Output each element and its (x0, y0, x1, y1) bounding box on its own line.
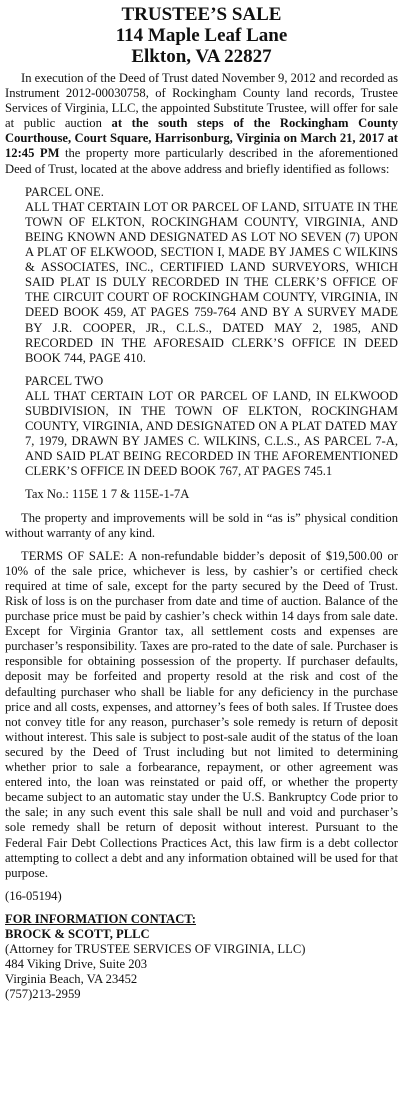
contact-role: (Attorney for TRUSTEE SERVICES OF VIRGINIA, LLC) (5, 942, 306, 957)
intro-text-end: the property more particularly described in the aforementioned Deed of Trust, located at the above address and briefly identified as follows: (5, 146, 399, 176)
sale-location-and-time: at the south steps of the Rockingham County Courthouse, Court Square, Harrisonburg, Virginia on March 21, 2017 at 12:45 PM (5, 116, 398, 161)
parcel-two-heading: PARCEL TWO (25, 373, 104, 388)
contact-firm: BROCK & SCOTT, PLLC (5, 926, 150, 941)
contact-city: Virginia Beach, VA 23452 (5, 972, 138, 987)
contact-block (5, 912, 398, 1003)
contact-street: 484 Viking Drive, Suite 203 (5, 957, 148, 972)
tax-number: Tax No.: 115E 1 7 & 115E-1-7A (25, 487, 190, 502)
parcel-one-description: ALL THAT CERTAIN LOT OR PARCEL OF LAND, SITUATE IN THE TOWN OF ELKTON, ROCKINGHAM COUNTY, VIRGINIA, AND BEING KNOWN AND DESIGNATED AS LOT NO SEVEN (7) UPON A PLAT OF ELKWOOD, SECTION I, MADE BY JAMES C WILKINS & ASSOCIATES, INC., CERTIFIED LAND SURVEYORS, WHICH SAID PLAT IS DULY RECORDED IN THE CLERK’S OFFICE OF THE CIRCUIT COURT OF ROCKINGHAM COUNTY, VIRGINIA, IN DEED BOOK 459, AT PAGES 759-764 AND BY A SURVEY MADE BY J.R. COOPER, JR., C.L.S., DATED MAY 2, 1985, AND RECORDED IN THE AFORESAID CLERK’S OFFICE IN DEED BOOK 744, PAGE 410. (25, 199, 398, 365)
intro-text: In execution of the Deed of Trust dated November 9, 2012 and recorded as Instrument 2012-00030758, of Rockingham County land records, Trustee Services of Virginia, LLC, the appointed Substitute Trustee, will offer for sale at public auction (5, 71, 399, 131)
contact-phone: (757)213-2959 (5, 987, 81, 1002)
property-street: 114 Maple Leaf Lane (115, 25, 288, 46)
intro-paragraph (5, 71, 398, 177)
parcel-one-heading: PARCEL ONE. (25, 184, 104, 199)
notice-headline (5, 4, 398, 67)
terms-of-sale-paragraph: TERMS OF SALE: A non-refundable bidder’s deposit of $19,500.00 or 10% of the sale price, whichever is less, by cashier’s or certified check required at time of sale, except for the party secured by the Deed of Trust. Risk of loss is on the purchaser from date and time of auction. Balance of the purchase price must be paid by cashier’s check within 14 days from sale date. Except for Virginia Grantor tax, all settlement costs and expenses are purchaser’s responsibility. Taxes are pro-rated to the date of sale. Purchaser is responsible for obtaining possession of the property. If purchaser defaults, deposit may be forfeited and property resold at the risk and cost of the defaulting purchaser who shall be liable for any deficiency in the purchase price and all costs, expenses, and attorney’s fees of both sales. If Trustee does not convey title for any reason, purchaser’s sole remedy is return of deposit without interest. This sale is subject to post-sale audit of the status of the loan secured by the Deed of Trust including but not limited to determining whether prior to sale a forbearance, repayment, or other agreement was entered into, the loan was reinstated or paid off, or whether the property became subject to an automatic stay under the U.S. Bankruptcy Code prior to the sale; in any such event this sale shall be null and void and purchaser’s sole remedy shall be return of deposit without interest. Pursuant to the Federal Fair Debt Collections Practices Act, this law firm is a debt collector attempting to collect a debt and any information obtained will be used for that purpose. (5, 548, 398, 880)
as-is-paragraph: The property and improvements will be sold in “as is” physical condition without warranty of any kind. (5, 510, 398, 540)
reference-number: (16-05194) (5, 888, 62, 903)
property-city: Elkton, VA 22827 (131, 46, 272, 67)
parcel-two-description: ALL THAT CERTAIN LOT OR PARCEL OF LAND, IN ELKWOOD SUBDIVISION, IN THE TOWN OF ELKTON, ROCKINGHAM COUNTY, VIRGINIA, AND DESIGNATED ON A PLAT DATED MAY 7, 1979, DRAWN BY JAMES C. WILKINS, C.L.S., AS PARCEL 7-A, AND SAID PLAT BEING RECORDED IN THE AFOREMENTIONED CLERK’S OFFICE IN DEED BOOK 767, AT PAGES 745.1 (25, 388, 398, 479)
notice-title: TRUSTEE’S SALE (121, 4, 282, 25)
contact-heading: FOR INFORMATION CONTACT: (5, 911, 196, 926)
